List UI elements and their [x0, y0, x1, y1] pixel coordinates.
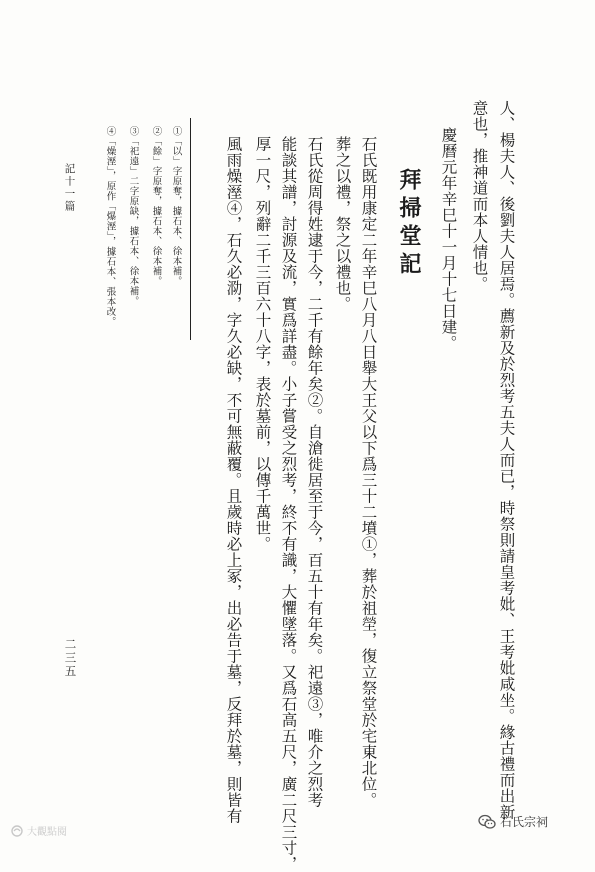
watermark-left: [10, 823, 67, 838]
text-column-2: 意也，推神道而本人情也。: [470, 100, 489, 292]
watermark-right: [478, 813, 548, 830]
page-number: 二三五: [63, 638, 78, 679]
text-column-5: 葬之以禮，祭之以禮也。: [333, 136, 352, 312]
footnote-1: ①「以」字原奪，據石本、徐本補。: [170, 126, 182, 286]
text-column-1: 人、楊夫人、後劉夫人居焉。薦新及於烈考五夫人而已，時祭則請皇考妣、王考妣咸坐。緣古禮而出新: [497, 100, 516, 820]
section-title: 拜掃堂記: [396, 168, 422, 280]
text-column-6: 石氏從周得姓逮于今，二千有餘年矣②。自滄徙居至于今，百五十有年矣。祀遠③，唯介之烈考: [305, 136, 324, 808]
footnote-3: ③「祀遠」二字原缺，據石本、徐本補。: [127, 126, 139, 306]
text-column-9: 風雨燥溼④，石久必泐，字久必缺，不可無蔽覆。且歲時必上冢，出必告于墓，反拜於墓，則皆有: [224, 136, 243, 824]
watermark-right-text: 石氏宗祠: [500, 815, 549, 829]
wechat-icon: [478, 814, 496, 830]
text-column-7: 能談其譜，討源及流，實爲詳盡。小子嘗受之烈考，終不有識，大懼墜落。又爲石高五尺，廣二尺三寸，: [279, 136, 298, 872]
text-column-4: 石氏既用康定二年辛巳八月八日舉大王父以下爲三十二墳①，葬於祖塋，復立祭堂於宅東北位。: [359, 136, 378, 808]
footnote-rule: [190, 118, 191, 340]
sogou-logo-icon: [10, 825, 24, 837]
footnote-2: ②「餘」字原奪，據石本、徐本補。: [150, 126, 162, 286]
watermark-left-text: 大觀點閱: [27, 827, 67, 838]
text-column-8: 厚一尺，列辭二千三百六十八字，表於墓前，以傳千萬世。: [253, 136, 272, 552]
footnote-4: ④「燥溼」，原作「爆溼」，據石本、張本改。: [104, 126, 116, 327]
running-head: 記十一篇: [63, 163, 76, 213]
dateline: 慶曆元年辛巳十一月十七日建。: [439, 127, 458, 351]
